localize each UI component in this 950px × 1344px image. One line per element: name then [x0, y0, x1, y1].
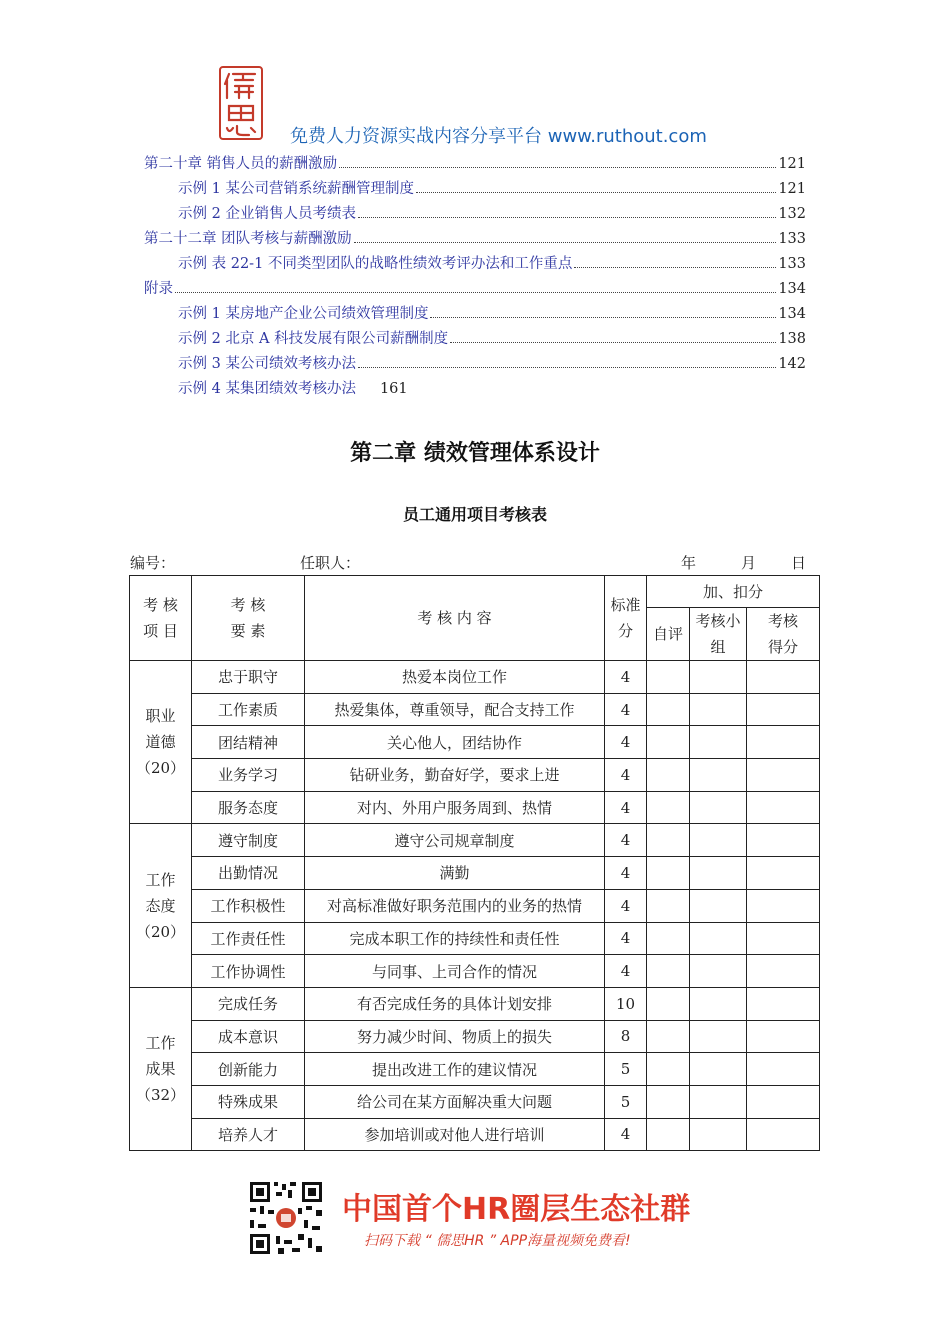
- toc-dot-leader: [574, 267, 776, 268]
- toc-entry[interactable]: [144, 327, 806, 352]
- final-score-cell[interactable]: [747, 824, 820, 857]
- final-score-cell[interactable]: [747, 955, 820, 988]
- standard-score-cell: 10: [605, 987, 647, 1020]
- toc-entry[interactable]: [144, 227, 806, 252]
- toc-entry-title: 示例 3 某公司绩效考核办法: [178, 356, 356, 372]
- final-score-cell[interactable]: [747, 693, 820, 726]
- final-score-cell[interactable]: [747, 922, 820, 955]
- toc-dot-leader: [358, 367, 776, 368]
- header-standard: 标准 分: [605, 576, 647, 661]
- toc-entry-page: 161: [379, 381, 408, 397]
- toc-entry-page: 138: [778, 331, 806, 347]
- toc-entry[interactable]: [144, 152, 806, 177]
- header-element: 考 核 要 素: [192, 576, 305, 661]
- content-cell: 对内、外用户服务周到、热情: [305, 791, 605, 824]
- standard-score-cell: 5: [605, 1053, 647, 1086]
- self-score-cell[interactable]: [647, 759, 690, 792]
- person-label: 任职人：: [300, 554, 361, 572]
- content-cell: 参加培训或对他人进行培训: [305, 1118, 605, 1151]
- table-row: [130, 889, 820, 922]
- group-score-cell[interactable]: [690, 726, 747, 759]
- element-cell: 特殊成果: [192, 1085, 305, 1118]
- content-cell: 热爱集体，尊重领导，配合支持工作: [305, 693, 605, 726]
- toc-entry-title: 示例 2 企业销售人员考绩表: [178, 206, 356, 222]
- group-score-cell[interactable]: [690, 955, 747, 988]
- self-score-cell[interactable]: [647, 791, 690, 824]
- element-cell: 培养人才: [192, 1118, 305, 1151]
- standard-score-cell: 4: [605, 922, 647, 955]
- toc-dot-leader: [175, 292, 776, 293]
- toc-entry-page: 134: [778, 306, 806, 322]
- standard-score-cell: 5: [605, 1085, 647, 1118]
- element-cell: 创新能力: [192, 1053, 305, 1086]
- final-score-cell[interactable]: [747, 791, 820, 824]
- assessment-table: [129, 575, 820, 1151]
- final-score-cell[interactable]: [747, 987, 820, 1020]
- element-cell: 服务态度: [192, 791, 305, 824]
- table-row: [130, 857, 820, 890]
- qr-code-icon[interactable]: [248, 1180, 324, 1256]
- self-score-cell[interactable]: [647, 1053, 690, 1086]
- group-score-cell[interactable]: [690, 987, 747, 1020]
- category-cell: 职业 道德 （20）: [130, 661, 192, 824]
- group-score-cell[interactable]: [690, 759, 747, 792]
- toc-entry[interactable]: [144, 302, 806, 327]
- table-title: 员工通用项目考核表: [402, 505, 547, 524]
- self-score-cell[interactable]: [647, 955, 690, 988]
- group-score-cell[interactable]: [690, 1085, 747, 1118]
- toc-entry-title: 示例 2 北京 A 科技发展有限公司薪酬制度: [178, 331, 449, 347]
- number-label: 编号：: [130, 554, 176, 572]
- content-cell: 遵守公司规章制度: [305, 824, 605, 857]
- final-score-cell[interactable]: [747, 1053, 820, 1086]
- content-cell: 有否完成任务的具体计划安排: [305, 987, 605, 1020]
- element-cell: 团结精神: [192, 726, 305, 759]
- banner-headline: 中国首个HR圈层生态社群: [342, 1192, 691, 1227]
- toc-entry-page: 121: [778, 181, 806, 197]
- toc-dot-leader: [354, 242, 777, 243]
- self-score-cell[interactable]: [647, 1020, 690, 1053]
- standard-score-cell: 4: [605, 889, 647, 922]
- table-row: [130, 791, 820, 824]
- group-score-cell[interactable]: [690, 824, 747, 857]
- standard-score-cell: 4: [605, 791, 647, 824]
- toc-dot-leader: [430, 317, 776, 318]
- element-cell: 工作素质: [192, 693, 305, 726]
- table-row: [130, 661, 820, 694]
- group-score-cell[interactable]: [690, 1020, 747, 1053]
- header-score: 考核 得分: [747, 608, 820, 661]
- date-month-label: 月: [741, 554, 757, 572]
- final-score-cell[interactable]: [747, 1020, 820, 1053]
- table-row: [130, 987, 820, 1020]
- toc-dot-leader: [416, 192, 776, 193]
- table-row: [130, 922, 820, 955]
- self-score-cell[interactable]: [647, 726, 690, 759]
- group-score-cell[interactable]: [690, 857, 747, 890]
- element-cell: 成本意识: [192, 1020, 305, 1053]
- content-cell: 钻研业务，勤奋好学，要求上进: [305, 759, 605, 792]
- toc-entry-title: 示例 1 某公司营销系统薪酬管理制度: [178, 181, 414, 197]
- final-score-cell[interactable]: [747, 1118, 820, 1151]
- toc-entry-page: 142: [778, 356, 806, 372]
- self-score-cell[interactable]: [647, 857, 690, 890]
- toc-entry[interactable]: [144, 252, 806, 277]
- self-score-cell[interactable]: [647, 1118, 690, 1151]
- self-score-cell[interactable]: [647, 824, 690, 857]
- ruthout-logo: [219, 66, 263, 140]
- group-score-cell[interactable]: [690, 922, 747, 955]
- self-score-cell[interactable]: [647, 661, 690, 694]
- final-score-cell[interactable]: [747, 661, 820, 694]
- toc-entry[interactable]: [144, 352, 806, 377]
- toc-entry-title: 示例 表 22-1 不同类型团队的战略性绩效考评办法和工作重点: [178, 256, 573, 272]
- content-cell: 满勤: [305, 857, 605, 890]
- category-cell: 工作 态度 （20）: [130, 824, 192, 987]
- element-cell: 工作协调性: [192, 955, 305, 988]
- header-bonus: 加、扣分: [647, 576, 820, 608]
- group-score-cell[interactable]: [690, 1118, 747, 1151]
- toc-entry-page: 134: [778, 281, 806, 297]
- toc-entry-title: 第二十章 销售人员的薪酬激励: [144, 156, 338, 172]
- date-year-label: 年: [681, 554, 697, 572]
- category-cell: 工作 成果 （32）: [130, 987, 192, 1150]
- self-score-cell[interactable]: [647, 987, 690, 1020]
- group-score-cell[interactable]: [690, 693, 747, 726]
- content-cell: 对高标准做好职务范围内的业务的热情: [305, 889, 605, 922]
- element-cell: 忠于职守: [192, 661, 305, 694]
- content-cell: 给公司在某方面解决重大问题: [305, 1085, 605, 1118]
- header-group: 考核小 组: [690, 608, 747, 661]
- standard-score-cell: 4: [605, 857, 647, 890]
- group-score-cell[interactable]: [690, 1053, 747, 1086]
- group-score-cell[interactable]: [690, 889, 747, 922]
- chapter-title: 第二章 绩效管理体系设计: [350, 441, 600, 466]
- standard-score-cell: 4: [605, 1118, 647, 1151]
- toc-entry-page: 133: [778, 231, 806, 247]
- standard-score-cell: 4: [605, 726, 647, 759]
- toc-entry-title: 附录: [144, 281, 173, 297]
- toc-entry-page: 121: [778, 156, 806, 172]
- final-score-cell[interactable]: [747, 1085, 820, 1118]
- toc-dot-leader: [358, 217, 776, 218]
- element-cell: 业务学习: [192, 759, 305, 792]
- group-score-cell[interactable]: [690, 791, 747, 824]
- group-score-cell[interactable]: [690, 661, 747, 694]
- table-row: [130, 693, 820, 726]
- element-cell: 完成任务: [192, 987, 305, 1020]
- final-score-cell[interactable]: [747, 759, 820, 792]
- toc-entry-title: 第二十二章 团队考核与薪酬激励: [144, 231, 352, 247]
- toc-entry-title: 示例 1 某房地产企业公司绩效管理制度: [178, 306, 429, 322]
- standard-score-cell: 4: [605, 661, 647, 694]
- self-score-cell[interactable]: [647, 693, 690, 726]
- content-cell: 关心他人，团结协作: [305, 726, 605, 759]
- toc-dot-leader: [450, 342, 776, 343]
- table-row: [130, 759, 820, 792]
- content-cell: 努力减少时间、物质上的损失: [305, 1020, 605, 1053]
- final-score-cell[interactable]: [747, 889, 820, 922]
- header-item: 考 核 项 目: [130, 576, 192, 661]
- platform-slogan[interactable]: 免费人力资源实战内容分享平台 www.ruthout.com: [290, 126, 707, 147]
- standard-score-cell: 4: [605, 824, 647, 857]
- toc-entry-page: 133: [778, 256, 806, 272]
- final-score-cell[interactable]: [747, 857, 820, 890]
- content-cell: 完成本职工作的持续性和责任性: [305, 922, 605, 955]
- promo-banner[interactable]: [248, 1180, 728, 1260]
- table-row: [130, 955, 820, 988]
- table-row: [130, 726, 820, 759]
- element-cell: 出勤情况: [192, 857, 305, 890]
- standard-score-cell: 4: [605, 955, 647, 988]
- toc-entry-title: 示例 4 某集团绩效考核办法: [178, 381, 356, 397]
- self-score-cell[interactable]: [647, 922, 690, 955]
- toc-entry[interactable]: [144, 177, 806, 202]
- table-row: [130, 1085, 820, 1118]
- content-cell: 热爱本岗位工作: [305, 661, 605, 694]
- header-content: 考 核 内 容: [305, 576, 605, 661]
- standard-score-cell: 4: [605, 693, 647, 726]
- date-day-label: 日: [791, 554, 807, 572]
- table-row: [130, 1020, 820, 1053]
- table-row: [130, 824, 820, 857]
- element-cell: 工作责任性: [192, 922, 305, 955]
- element-cell: 工作积极性: [192, 889, 305, 922]
- toc-entry[interactable]: [144, 277, 806, 302]
- table-of-contents: [144, 152, 806, 402]
- standard-score-cell: 8: [605, 1020, 647, 1053]
- toc-entry-page: 132: [778, 206, 806, 222]
- table-row: [130, 1053, 820, 1086]
- content-cell: 提出改进工作的建议情况: [305, 1053, 605, 1086]
- banner-subline: 扫码下载 “ 儒思HR ” APP海量视频免费看!: [364, 1233, 631, 1249]
- standard-score-cell: 4: [605, 759, 647, 792]
- table-row: [130, 1118, 820, 1151]
- self-score-cell[interactable]: [647, 889, 690, 922]
- final-score-cell[interactable]: [747, 726, 820, 759]
- toc-entry[interactable]: [144, 202, 806, 227]
- element-cell: 遵守制度: [192, 824, 305, 857]
- header-self: 自评: [647, 608, 690, 661]
- toc-entry[interactable]: [144, 377, 806, 402]
- toc-dot-leader: [339, 167, 776, 168]
- content-cell: 与同事、上司合作的情况: [305, 955, 605, 988]
- logo-seal-icon: [221, 68, 261, 138]
- self-score-cell[interactable]: [647, 1085, 690, 1118]
